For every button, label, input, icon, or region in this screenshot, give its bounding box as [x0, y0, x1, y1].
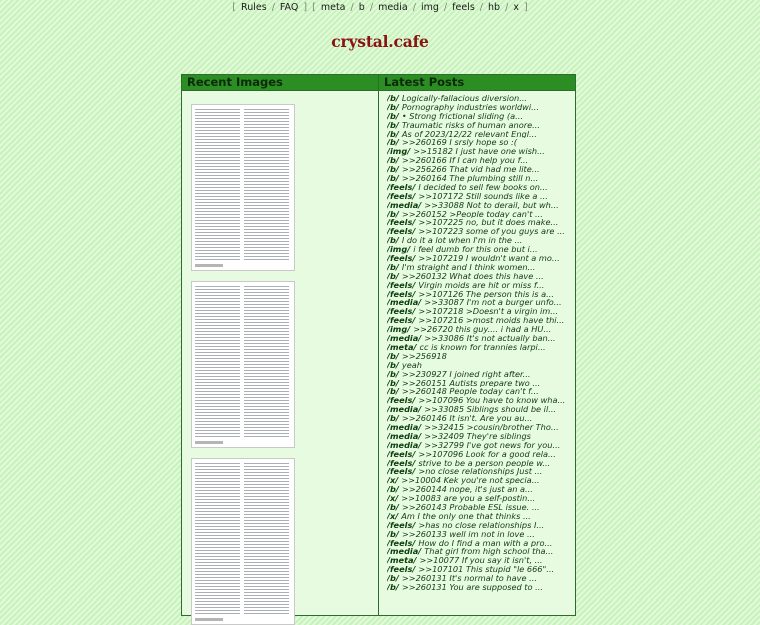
- post-board-link[interactable]: /media/: [387, 431, 422, 441]
- separator: /: [350, 2, 354, 13]
- post-item[interactable]: [387, 565, 575, 574]
- post-item[interactable]: [387, 174, 575, 183]
- post-item[interactable]: [387, 263, 575, 272]
- post-board-link[interactable]: /feels/: [387, 307, 416, 317]
- post-item[interactable]: [387, 281, 575, 290]
- text-column: [244, 286, 289, 437]
- post-board-link[interactable]: /feels/: [387, 191, 416, 201]
- post-item[interactable]: [387, 165, 575, 174]
- post-excerpt-link[interactable]: >>107216 >most moids have thi...: [418, 316, 565, 326]
- post-board-link[interactable]: /feels/: [387, 280, 416, 290]
- post-board-link[interactable]: /b/: [387, 582, 399, 592]
- post-item[interactable]: [387, 370, 575, 379]
- post-excerpt-link[interactable]: >>33087 I'm not a burger unfo...: [424, 298, 562, 308]
- post-item[interactable]: [387, 112, 575, 121]
- nav-link-media[interactable]: media: [378, 2, 408, 13]
- recent-images-header: Recent Images: [182, 75, 378, 91]
- post-excerpt-link[interactable]: >>260148 People today can't f...: [401, 387, 539, 397]
- post-excerpt-link[interactable]: strive to be a person people w...: [418, 458, 551, 468]
- nav-link-img[interactable]: img: [420, 2, 439, 13]
- post-board-link[interactable]: /feels/: [387, 289, 416, 299]
- post-excerpt-link[interactable]: >>107126 The person this is a...: [418, 289, 554, 299]
- post-board-link[interactable]: /feels/: [387, 565, 416, 575]
- post-excerpt-link[interactable]: >>15182 I just have one wish...: [413, 147, 545, 157]
- post-excerpt-link[interactable]: >>260166 If I can help you f...: [401, 156, 529, 166]
- latest-posts-list: [379, 91, 575, 592]
- nav-link-feels[interactable]: feels: [452, 2, 475, 13]
- post-board-link[interactable]: /img/: [387, 245, 411, 255]
- post-item[interactable]: [387, 459, 575, 468]
- post-item[interactable]: [387, 156, 575, 165]
- post-board-link[interactable]: /b/: [387, 102, 399, 112]
- post-excerpt-link[interactable]: >>260143 Probable ESL issue. ...: [401, 502, 540, 512]
- separator: /: [271, 2, 275, 13]
- post-excerpt-link[interactable]: Traumatic risks of human anore...: [401, 120, 540, 130]
- post-excerpt-link[interactable]: >>260164 The plumbing still n...: [401, 174, 539, 183]
- post-board-link[interactable]: /feels/: [387, 182, 416, 192]
- post-excerpt-link[interactable]: >>33085 Siblings should be il...: [424, 405, 557, 415]
- post-item[interactable]: [387, 325, 575, 334]
- post-item[interactable]: [387, 147, 575, 156]
- post-item[interactable]: [387, 236, 575, 245]
- nav-link-hb[interactable]: hb: [488, 2, 501, 13]
- post-excerpt-link[interactable]: >>260169 I srsly hope so :(: [401, 138, 517, 148]
- post-excerpt-link[interactable]: >>107096 You have to know wha...: [418, 396, 566, 406]
- post-excerpt-link[interactable]: >>260146 It isn't. Are you au...: [401, 414, 533, 423]
- post-board-link[interactable]: /b/: [387, 156, 399, 166]
- post-excerpt-link[interactable]: >>10083 are you a self-postin...: [401, 494, 536, 503]
- post-board-link[interactable]: /b/: [387, 351, 399, 361]
- post-excerpt-link[interactable]: >>32409 They're siblings: [424, 431, 531, 441]
- post-board-link[interactable]: /b/: [387, 378, 399, 388]
- post-excerpt-link[interactable]: >>230927 I joined right after...: [401, 369, 531, 379]
- post-board-link[interactable]: /b/: [387, 271, 399, 281]
- post-excerpt-link[interactable]: • Strong frictional sliding (a...: [401, 111, 523, 121]
- footer-line: [195, 618, 223, 621]
- latest-posts-panel: [378, 74, 576, 616]
- post-item[interactable]: [387, 307, 575, 316]
- post-item[interactable]: [387, 574, 575, 583]
- post-excerpt-link[interactable]: Virgin moids are hit or miss f...: [418, 280, 545, 290]
- post-item[interactable]: [387, 201, 575, 210]
- post-item[interactable]: [387, 583, 575, 592]
- post-item[interactable]: [387, 272, 575, 281]
- thumbnail-1[interactable]: [191, 104, 295, 271]
- post-board-link[interactable]: /b/: [387, 94, 399, 103]
- post-board-link[interactable]: /img/: [387, 147, 411, 157]
- post-excerpt-link[interactable]: >>260131 You are supposed to ...: [401, 582, 543, 592]
- post-item[interactable]: [387, 423, 575, 432]
- post-excerpt-link[interactable]: >>260133 well im not in love ...: [401, 529, 535, 539]
- nav-link-rules[interactable]: Rules: [241, 2, 267, 13]
- separator: /: [505, 2, 509, 13]
- post-excerpt-link[interactable]: yeah: [401, 360, 422, 370]
- post-item[interactable]: [387, 521, 575, 530]
- post-board-link[interactable]: /b/: [387, 485, 399, 495]
- post-excerpt-link[interactable]: >>32415 >cousin/brother Tho...: [424, 422, 559, 432]
- post-board-link[interactable]: /b/: [387, 369, 399, 379]
- post-excerpt-link[interactable]: >>107219 I wouldn't want a mo...: [418, 254, 560, 263]
- post-excerpt-link[interactable]: Logically-fallacious diversion...: [401, 94, 528, 103]
- post-excerpt-link[interactable]: >>107225 no, but it does make...: [418, 218, 559, 228]
- post-excerpt-link[interactable]: >>260131 It's normal to have ...: [401, 574, 537, 583]
- footer-line: [195, 441, 223, 444]
- post-item[interactable]: [387, 138, 575, 147]
- post-item[interactable]: [387, 254, 575, 263]
- post-board-link[interactable]: /media/: [387, 298, 422, 308]
- post-excerpt-link[interactable]: >>32799 I've got news for you...: [424, 440, 561, 450]
- post-item[interactable]: [387, 343, 575, 352]
- post-board-link[interactable]: /x/: [387, 494, 399, 503]
- post-board-link[interactable]: /feels/: [387, 396, 416, 406]
- post-board-link[interactable]: /media/: [387, 200, 422, 210]
- post-excerpt-link[interactable]: >>10077 If you say it isn't, ...: [419, 556, 543, 566]
- text-column: [195, 463, 240, 614]
- nav-link-x[interactable]: x: [513, 2, 519, 13]
- nav-link-b[interactable]: b: [358, 2, 365, 13]
- footer-line: [195, 264, 223, 267]
- post-board-link[interactable]: /feels/: [387, 254, 416, 263]
- post-board-link[interactable]: /b/: [387, 129, 399, 139]
- post-excerpt-link[interactable]: >>33088 Not to derail, but wh...: [424, 200, 559, 210]
- post-item[interactable]: [387, 94, 575, 103]
- post-excerpt-link[interactable]: I do it a lot when I'm in the ...: [401, 236, 523, 246]
- post-excerpt-link[interactable]: >>26720 this guy.... i had a HU...: [413, 325, 552, 335]
- text-column: [195, 109, 240, 260]
- text-column: [195, 286, 240, 437]
- post-board-link[interactable]: /feels/: [387, 538, 416, 548]
- post-item[interactable]: [387, 432, 575, 441]
- post-item[interactable]: [387, 512, 575, 521]
- post-excerpt-link[interactable]: >>107223 some of you guys are ...: [418, 227, 565, 237]
- post-item[interactable]: [387, 503, 575, 512]
- post-item[interactable]: [387, 245, 575, 254]
- post-board-link[interactable]: /b/: [387, 111, 399, 121]
- bracket-open: [: [312, 2, 316, 13]
- post-excerpt-link[interactable]: >no close relationships Just ...: [418, 467, 543, 477]
- post-item[interactable]: [387, 387, 575, 396]
- post-board-link[interactable]: /b/: [387, 574, 399, 583]
- post-item[interactable]: [387, 218, 575, 227]
- post-item[interactable]: [387, 441, 575, 450]
- post-board-link[interactable]: /b/: [387, 387, 399, 397]
- post-item[interactable]: [387, 352, 575, 361]
- post-excerpt-link[interactable]: >>260144 nope, it's just an a...: [401, 485, 533, 495]
- post-board-link[interactable]: /media/: [387, 334, 422, 343]
- post-excerpt-link[interactable]: How do I find a man with a pro...: [418, 538, 553, 548]
- post-excerpt-link[interactable]: I'm straight and I think women...: [401, 262, 536, 272]
- post-item[interactable]: [387, 183, 575, 192]
- post-item[interactable]: [387, 210, 575, 219]
- post-board-link[interactable]: /b/: [387, 165, 399, 175]
- post-item[interactable]: [387, 192, 575, 201]
- post-excerpt-link[interactable]: That girl from high school tha...: [424, 547, 554, 557]
- post-board-link[interactable]: /b/: [387, 360, 399, 370]
- post-item[interactable]: [387, 467, 575, 476]
- post-item[interactable]: [387, 227, 575, 236]
- post-board-link[interactable]: /b/: [387, 174, 399, 183]
- post-excerpt-link[interactable]: >>107218 >Doesn't a virgin im...: [418, 307, 559, 317]
- post-item[interactable]: [387, 396, 575, 405]
- post-item[interactable]: [387, 379, 575, 388]
- post-board-link[interactable]: /media/: [387, 547, 422, 557]
- post-board-link[interactable]: /feels/: [387, 458, 416, 468]
- post-excerpt-link[interactable]: Am I the only one that thinks ...: [401, 511, 531, 521]
- bracket-open: [: [232, 2, 236, 13]
- nav-link-faq[interactable]: FAQ: [279, 2, 299, 13]
- recent-images-panel: [181, 74, 379, 616]
- site-title: crystal.cafe: [331, 32, 429, 51]
- text-column: [244, 463, 289, 614]
- post-item[interactable]: [387, 316, 575, 325]
- post-excerpt-link[interactable]: >>260152 >People today can't ...: [401, 209, 543, 219]
- post-item[interactable]: [387, 530, 575, 539]
- separator: /: [479, 2, 483, 13]
- post-board-link[interactable]: /media/: [387, 440, 422, 450]
- post-item[interactable]: [387, 450, 575, 459]
- post-excerpt-link[interactable]: >>256918: [401, 351, 447, 361]
- post-board-link[interactable]: /feels/: [387, 467, 416, 477]
- post-excerpt-link[interactable]: >>107096 Look for a good rela...: [418, 449, 556, 459]
- post-board-link[interactable]: /b/: [387, 236, 399, 246]
- post-excerpt-link[interactable]: cc is known for trannies larpi...: [419, 342, 546, 352]
- post-board-link[interactable]: /feels/: [387, 316, 416, 326]
- post-item[interactable]: [387, 298, 575, 307]
- separator: /: [412, 2, 416, 13]
- post-excerpt-link[interactable]: >has no close relationships I...: [418, 520, 545, 530]
- nav-link-meta[interactable]: meta: [320, 2, 346, 13]
- post-board-link[interactable]: /b/: [387, 209, 399, 219]
- post-board-link[interactable]: /b/: [387, 138, 399, 148]
- latest-posts-header: Latest Posts: [379, 75, 575, 91]
- post-board-link[interactable]: /b/: [387, 502, 399, 512]
- post-board-link[interactable]: /feels/: [387, 218, 416, 228]
- post-board-link[interactable]: /meta/: [387, 556, 417, 566]
- post-item[interactable]: [387, 103, 575, 112]
- post-excerpt-link[interactable]: >>107101 This stupid "le 666"...: [418, 565, 555, 575]
- post-item[interactable]: [387, 121, 575, 130]
- post-board-link[interactable]: /x/: [387, 476, 399, 486]
- bracket-close: ]: [524, 2, 528, 13]
- post-board-link[interactable]: /b/: [387, 414, 399, 423]
- post-board-link[interactable]: /b/: [387, 262, 399, 272]
- post-item[interactable]: [387, 494, 575, 503]
- post-excerpt-link[interactable]: >>256266 That vid had me lite...: [401, 165, 540, 175]
- post-item[interactable]: [387, 361, 575, 370]
- post-excerpt-link[interactable]: As of 2023/12/22 relevant Engl...: [401, 129, 537, 139]
- post-item[interactable]: [387, 130, 575, 139]
- separator: /: [369, 2, 374, 13]
- post-board-link[interactable]: /feels/: [387, 449, 416, 459]
- separator: /: [443, 2, 448, 13]
- post-item[interactable]: [387, 476, 575, 485]
- post-item[interactable]: [387, 405, 575, 414]
- thumbnail-2[interactable]: [191, 281, 295, 448]
- post-item[interactable]: [387, 539, 575, 548]
- post-item[interactable]: [387, 556, 575, 565]
- post-excerpt-link[interactable]: >>260151 Autists prepare two ...: [401, 378, 541, 388]
- post-board-link[interactable]: /meta/: [387, 342, 417, 352]
- post-board-link[interactable]: /feels/: [387, 520, 416, 530]
- post-excerpt-link[interactable]: i feel dumb for this one but i...: [413, 245, 538, 255]
- bracket-close: ]: [303, 2, 308, 13]
- post-board-link[interactable]: /b/: [387, 529, 399, 539]
- post-board-link[interactable]: /feels/: [387, 227, 416, 237]
- post-excerpt-link[interactable]: Pornography industries worldwi...: [401, 102, 539, 112]
- post-excerpt-link[interactable]: >>107172 Still sounds like a ...: [418, 191, 548, 201]
- post-board-link[interactable]: /x/: [387, 511, 399, 521]
- post-board-link[interactable]: /media/: [387, 405, 422, 415]
- post-board-link[interactable]: /b/: [387, 120, 399, 130]
- post-item[interactable]: [387, 414, 575, 423]
- post-excerpt-link[interactable]: >>33086 It's not actually ban...: [424, 334, 556, 343]
- text-column: [244, 109, 289, 260]
- top-navigation: [0, 2, 760, 14]
- post-excerpt-link[interactable]: >>10004 Kek you're not specia...: [401, 476, 540, 486]
- post-item[interactable]: [387, 290, 575, 299]
- post-item[interactable]: [387, 334, 575, 343]
- post-item[interactable]: [387, 485, 575, 494]
- post-excerpt-link[interactable]: I decided to sell few books on...: [418, 182, 548, 192]
- post-item[interactable]: [387, 547, 575, 556]
- post-board-link[interactable]: /media/: [387, 422, 422, 432]
- post-board-link[interactable]: /img/: [387, 325, 411, 335]
- post-excerpt-link[interactable]: >>260132 What does this have ...: [401, 271, 544, 281]
